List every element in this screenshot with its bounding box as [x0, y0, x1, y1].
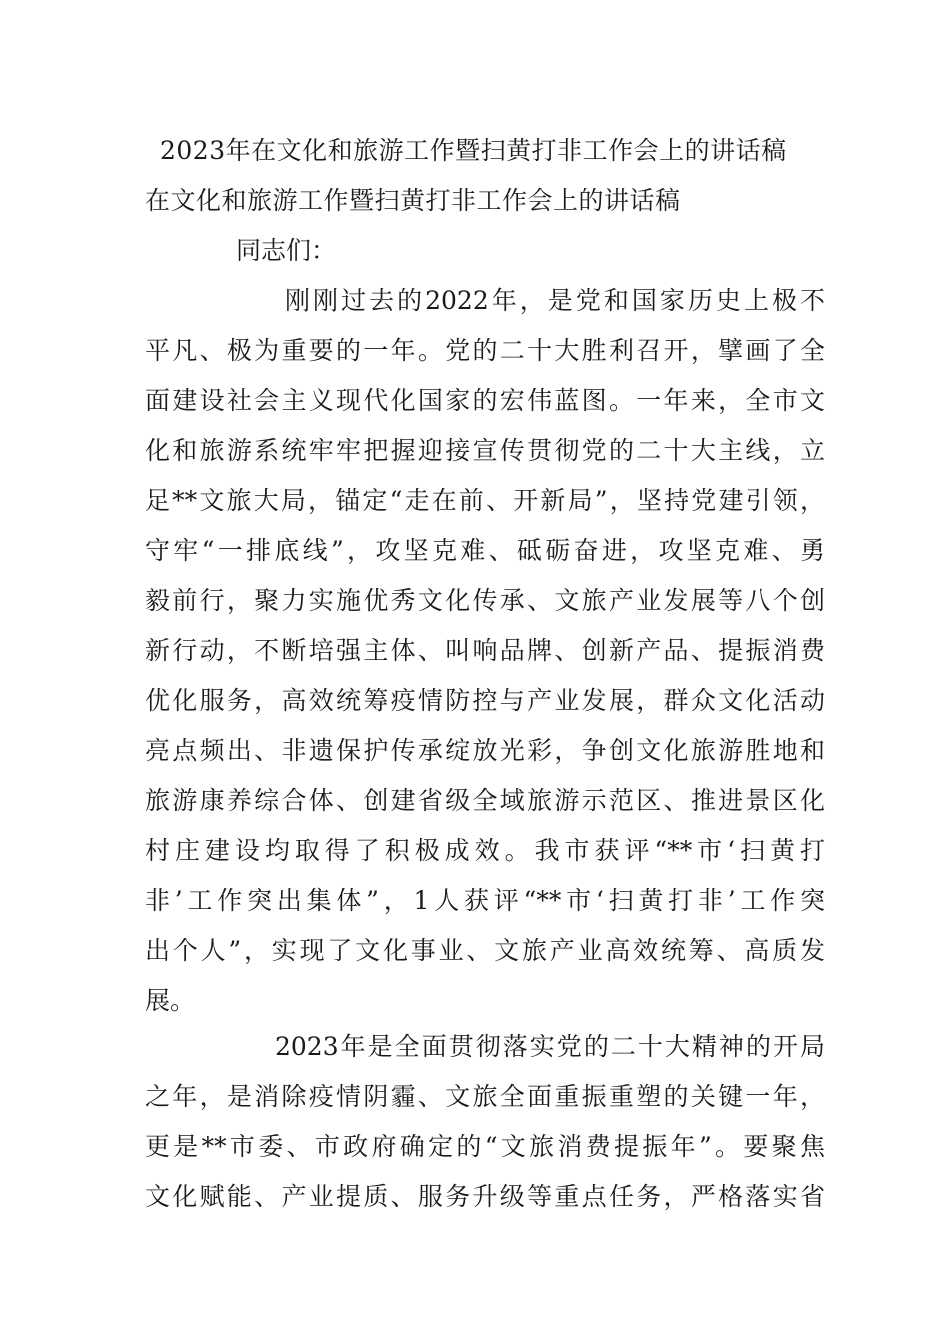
- paragraph-line: 亮点频出、非遗保护传承绽放光彩，争创文化旅游胜地和: [145, 736, 825, 765]
- salutation: 同志们：: [236, 236, 337, 265]
- paragraph-line: 旅游康养综合体、创建省级全域旅游示范区、推进景区化: [145, 786, 825, 815]
- document-title: 2023年在文化和旅游工作暨扫黄打非工作会上的讲话稿: [160, 136, 787, 165]
- paragraph-line: 展。: [145, 986, 196, 1015]
- paragraph-line: 守牢“一排底线”，攻坚克难、砥砺奋进，攻坚克难、勇: [145, 536, 825, 565]
- paragraph-line: 足**文旅大局，锚定“走在前、开新局”，坚持党建引领，: [145, 486, 825, 515]
- paragraph-line: 毅前行，聚力实施优秀文化传承、文旅产业发展等八个创: [145, 586, 825, 615]
- paragraph-2: [145, 1022, 825, 1222]
- document-subtitle: 在文化和旅游工作暨扫黄打非工作会上的讲话稿: [145, 186, 681, 215]
- paragraph-line: 化和旅游系统牢牢把握迎接宣传贯彻党的二十大主线，立: [145, 436, 825, 465]
- paragraph-line: 更是**市委、市政府确定的“文旅消费提振年”。要聚焦: [145, 1132, 825, 1161]
- paragraph-line: 面建设社会主义现代化国家的宏伟蓝图。一年来，全市文: [145, 386, 825, 415]
- paragraph-line: 出个人”，实现了文化事业、文旅产业高效统筹、高质发: [145, 936, 825, 965]
- paragraph-line: 平凡、极为重要的一年。党的二十大胜利召开，擘画了全: [145, 336, 825, 365]
- paragraph-line: 刚刚过去的2022年，是党和国家历史上极不: [285, 286, 825, 315]
- paragraph-1: [145, 276, 825, 1026]
- paragraph-line: 优化服务，高效统筹疫情防控与产业发展，群众文化活动: [145, 686, 825, 715]
- paragraph-line: 之年，是消除疫情阴霾、文旅全面重振重塑的关键一年，: [145, 1082, 825, 1111]
- paragraph-line: 文化赋能、产业提质、服务升级等重点任务，严格落实省: [145, 1182, 825, 1211]
- paragraph-line: 村庄建设均取得了积极成效。我市获评“**市‘扫黄打: [145, 836, 825, 865]
- paragraph-line: 非’工作突出集体”，1人获评“**市‘扫黄打非’工作突: [145, 886, 825, 915]
- paragraph-line: 2023年是全面贯彻落实党的二十大精神的开局: [275, 1032, 825, 1061]
- paragraph-line: 新行动，不断培强主体、叫响品牌、创新产品、提振消费: [145, 636, 825, 665]
